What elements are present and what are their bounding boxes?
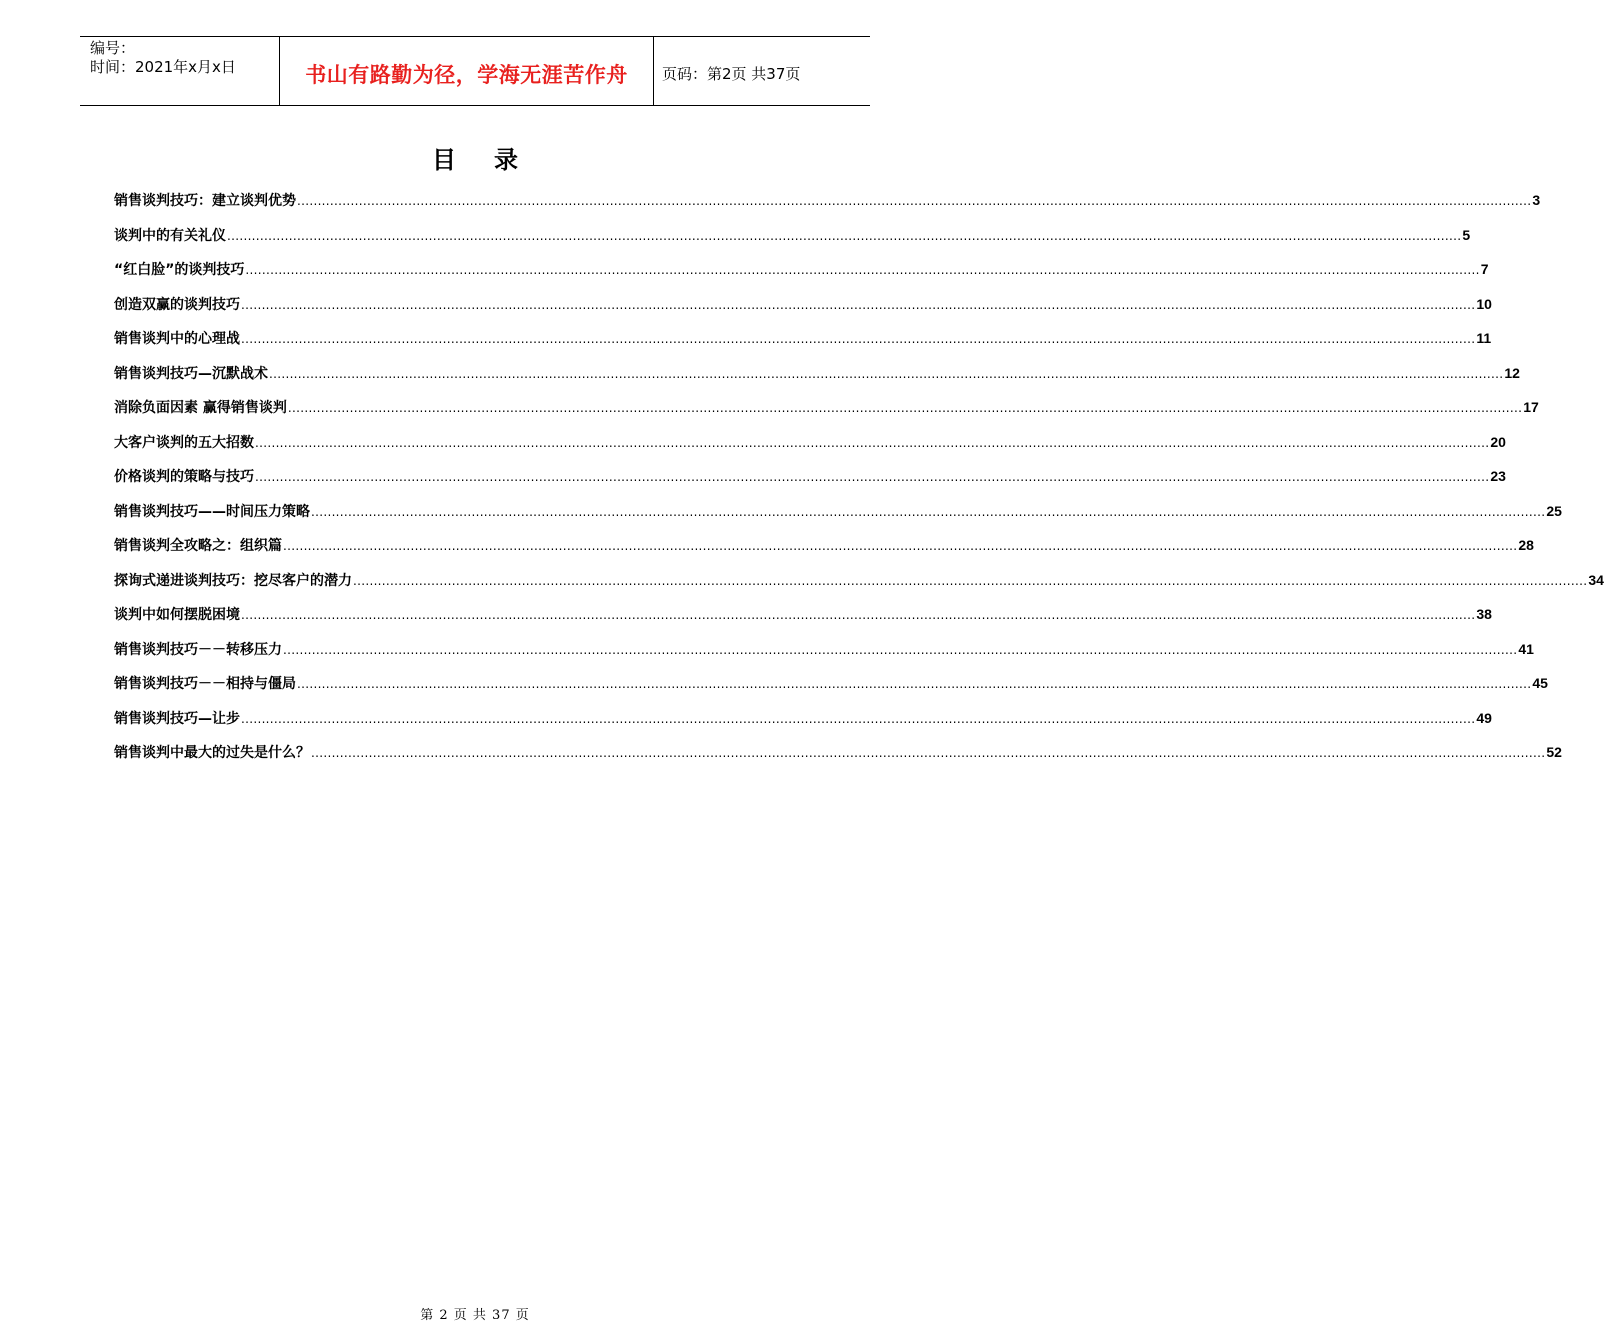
toc-entry-title: 销售谈判技巧－－相持与僵局 [114,676,296,692]
toc-dot-leader: ............................................................................................................................................................................................................................................................................................................ [241,711,1476,726]
toc-dot-leader: ............................................................................................................................................................................................................................................................................................................ [245,263,1480,277]
toc-dot-leader: ............................................................................................................................................................................................................................................................................................................ [241,297,1476,312]
toc-entry-page: 7 [1480,261,1489,277]
toc-entry-title: 销售谈判技巧——时间压力策略 [114,503,310,520]
toc-entry-title: 消除负面因素 赢得销售谈判 [114,400,287,416]
toc-entry-page: 25 [1546,502,1562,519]
toc-entry[interactable] [114,742,1562,777]
toc-entry-page: 10 [1476,295,1492,312]
toc-entry-page: 28 [1518,537,1534,553]
toc-entry-title: 销售谈判全攻略之：组织篇 [114,538,282,554]
toc-dot-leader: ............................................................................................................................................................................................................................................................................................................ [311,504,1546,519]
number-label: 编号： [90,39,136,57]
toc-entry[interactable] [114,190,1541,225]
toc-entry-title: 探询式递进谈判技巧：挖尽客户的潜力 [114,572,352,589]
toc-entry-title: 销售谈判中的心理战 [114,331,240,347]
toc-dot-leader: ............................................................................................................................................................................................................................................................................................................ [241,332,1476,346]
toc-entry-page: 12 [1504,364,1520,381]
toc-entry-page: 11 [1476,330,1492,346]
toc-dot-leader: ............................................................................................................................................................................................................................................................................................................ [283,539,1518,553]
toc-dot-leader: ............................................................................................................................................................................................................................................................................................................ [241,608,1476,622]
toc-entry[interactable] [114,294,1492,329]
toc-dot-leader: ............................................................................................................................................................................................................................................................................................................ [269,366,1504,381]
toc-entry-page: 34 [1588,571,1604,588]
toc-entry[interactable] [114,363,1520,398]
toc-entry-title: 销售谈判技巧－－转移压力 [114,641,282,658]
header-meta [80,37,280,105]
toc-entry-title: 价格谈判的策略与技巧 [114,469,254,485]
toc-dot-leader: ............................................................................................................................................................................................................................................................................................................ [297,677,1532,691]
toc-entry[interactable] [114,328,1492,363]
toc-entry-page: 17 [1523,399,1539,415]
toc-entry[interactable] [114,708,1492,743]
toc-entry-page: 3 [1532,192,1541,208]
toc-entry-page: 49 [1476,709,1492,726]
header-motto: 书山有路勤为径，学海无涯苦作舟 [280,37,654,105]
toc-dot-leader: ............................................................................................................................................................................................................................................................................................................ [311,746,1546,760]
toc-entry-page: 41 [1518,640,1534,657]
toc-entry-title: 大客户谈判的五大招数 [114,434,254,451]
toc-entry[interactable] [114,535,1534,570]
toc-entry-title: 销售谈判中最大的过失是什么？ [114,745,310,761]
toc-entry-page: 52 [1546,744,1562,760]
toc-dot-leader: ............................................................................................................................................................................................................................................................................................................ [283,642,1518,657]
toc-entry[interactable] [114,570,1604,605]
header-page-info: 页码：第2页 共37页 [662,64,801,83]
toc-entry[interactable] [114,673,1548,708]
toc-dot-leader: ............................................................................................................................................................................................................................................................................................................ [287,401,1523,415]
page-header [80,36,870,106]
toc-entry[interactable] [114,466,1506,501]
toc-entry[interactable] [114,259,1489,294]
date-label: 时间：2021年x月x日 [90,58,236,76]
toc-dot-leader: ............................................................................................................................................................................................................................................................................................................ [227,228,1462,243]
toc-entry[interactable] [114,639,1534,674]
toc-entry-page: 5 [1462,226,1471,243]
toc-entry[interactable] [114,225,1471,260]
toc-entry[interactable] [114,432,1506,467]
toc-entry-title: 创造双赢的谈判技巧 [114,296,240,313]
toc-entry-title: 销售谈判技巧—沉默战术 [114,365,268,382]
toc-entry-page: 38 [1476,606,1492,622]
toc-dot-leader: ............................................................................................................................................................................................................................................................................................................ [297,194,1532,208]
toc-entry-title: 销售谈判技巧：建立谈判优势 [114,193,296,209]
toc-entry[interactable] [114,501,1562,536]
toc-entry[interactable] [114,604,1492,639]
toc-entry-title: 谈判中如何摆脱困境 [114,607,240,623]
toc-entry-page: 45 [1532,675,1548,691]
toc-entry-page: 20 [1490,433,1506,450]
toc-dot-leader: ............................................................................................................................................................................................................................................................................................................ [353,573,1588,588]
toc-entry-page: 23 [1490,468,1506,484]
toc-dot-leader: ............................................................................................................................................................................................................................................................................................................ [255,435,1490,450]
toc-entry-title: “红白脸”的谈判技巧 [114,262,245,278]
toc-entry-title: 谈判中的有关礼仪 [114,227,226,244]
toc-entry[interactable] [114,397,1539,432]
page-footer: 第 2 页 共 37 页 [420,1308,530,1323]
toc-title: 目录 [432,146,556,174]
toc-entry-title: 销售谈判技巧—让步 [114,710,240,727]
toc-dot-leader: ............................................................................................................................................................................................................................................................................................................ [255,470,1490,484]
table-of-contents [114,190,1604,777]
